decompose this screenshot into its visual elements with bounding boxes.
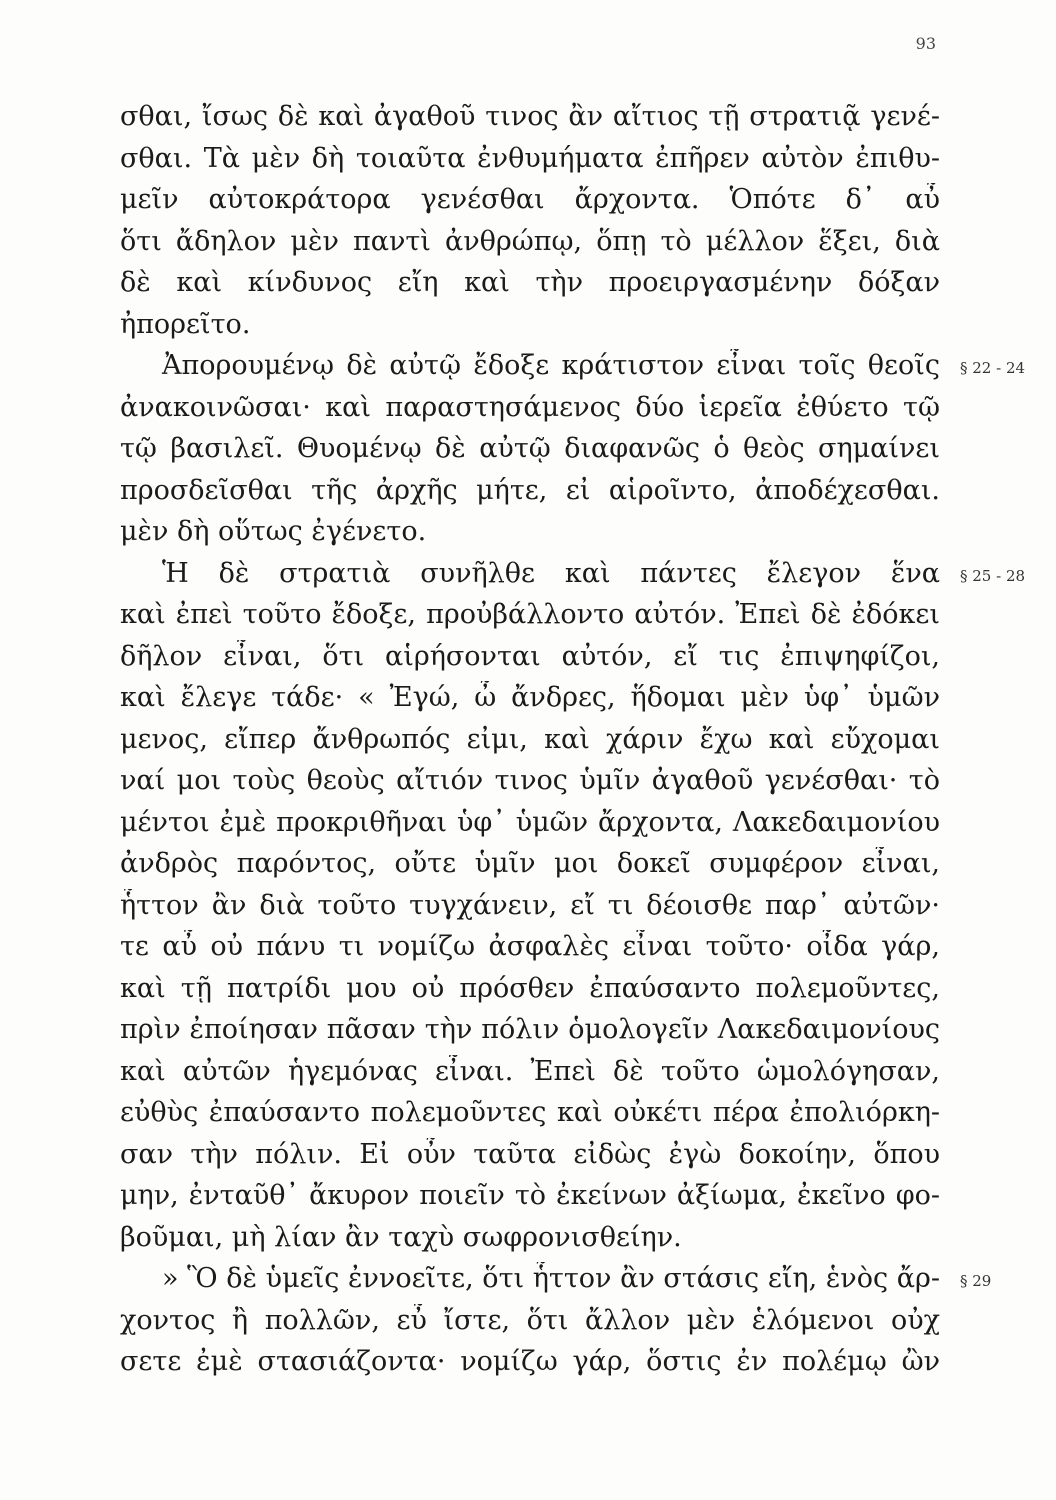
- text-line: Ἀπορουμένῳ δὲ αὐτῷ ἔδοξε κράτιστον εἶναι τοῖς θεοῖς: [162, 350, 940, 381]
- text-line: σθαι, ἴσως δὲ καὶ ἀγαθοῦ τινος ἂν αἴτιος τῇ στρατιᾷ γενέ-: [120, 101, 940, 132]
- body-text: [120, 100, 940, 1387]
- text-line: δῆλον εἶναι, ὅτι αἱρήσονται αὐτόν, εἴ τις ἐπιψηφίζοι,: [120, 640, 940, 672]
- text-line: πρὶν ἐποίησαν πᾶσαν τὴν πόλιν ὁμολογεῖν Λακεδαιμονίους: [120, 1014, 940, 1045]
- text-line: μενος, εἴπερ ἄνθρωπός εἰμι, καὶ χάριν ἔχω καὶ εὔχομαι: [120, 723, 940, 755]
- text-line: μεῖν αὐτοκράτορα γενέσθαι ἄρχοντα. Ὁπότε δ᾽ αὖ: [120, 184, 940, 215]
- text-line: τῷ βασιλεῖ. Θυομένῳ δὲ αὐτῷ διαφανῶς ὁ θεὸς σημαίνει: [120, 433, 940, 464]
- text-line: χοντος ἢ πολλῶν, εὖ ἴστε, ὅτι ἄλλον μὲν ἑλόμενοι οὐχ: [120, 1304, 940, 1336]
- text-line: καὶ ἔλεγε τάδε· « Ἐγώ, ὦ ἄνδρες, ἥδομαι μὲν ὑφ᾽ ὑμῶν: [120, 682, 940, 713]
- margin-section-note: § 22 - 24: [960, 359, 1026, 377]
- text-line: μὲν δὴ οὕτως ἐγένετο.: [120, 516, 427, 547]
- text-line: ἧττον ἂν διὰ τοῦτο τυγχάνειν, εἴ τι δέοισθε παρ᾽ αὐτῶν·: [120, 889, 940, 921]
- text-line: καὶ ἐπεὶ τοῦτο ἔδοξε, προὐβάλλοντο αὐτόν. Ἐπεὶ δὲ ἐδόκει: [120, 599, 940, 630]
- text-line: καὶ τῇ πατρίδι μου οὐ πρόσθεν ἐπαύσαντο πολεμοῦντες,: [120, 972, 940, 1004]
- text-line: δὲ καὶ κίνδυνος εἴη καὶ τὴν προειργασμένην δόξαν: [120, 267, 940, 298]
- text-line: καὶ αὐτῶν ἡγεμόνας εἶναι. Ἐπεὶ δὲ τοῦτο ὡμολόγησαν,: [120, 1055, 940, 1087]
- text-line: σαν τὴν πόλιν. Εἰ οὖν ταῦτα εἰδὼς ἐγὼ δοκοίην, ὅπου: [120, 1138, 940, 1170]
- text-line: Ἡ δὲ στρατιὰ συνῆλθε καὶ πάντες ἔλεγον ἕνα: [162, 557, 940, 589]
- margin-section-note: § 29: [960, 1272, 992, 1290]
- text-line: σετε ἐμὲ στασιάζοντα· νομίζω γάρ, ὅστις ἐν πολέμῳ ὢν: [120, 1346, 940, 1377]
- text-line: σθαι. Τὰ μὲν δὴ τοιαῦτα ἐνθυμήματα ἐπῆρεν αὐτὸν ἐπιθυ-: [120, 142, 940, 174]
- text-line: ὅτι ἄδηλον μὲν παντὶ ἀνθρώπῳ, ὅπῃ τὸ μέλλον ἕξει, διὰ: [120, 225, 940, 257]
- page-number: 93: [915, 34, 936, 53]
- text-line: τε αὖ οὐ πάνυ τι νομίζω ἀσφαλὲς εἶναι τοῦτο· οἶδα γάρ,: [120, 931, 940, 962]
- text-line: εὐθὺς ἐπαύσαντο πολεμοῦντες καὶ οὐκέτι πέρα ἐπολιόρκη-: [120, 1097, 940, 1128]
- text-line: ἠπορεῖτο.: [120, 308, 251, 340]
- text-line: ἀνακοινῶσαι· καὶ παραστησάμενος δύο ἱερεῖα ἐθύετο τῷ: [120, 391, 940, 423]
- text-line: προσδεῖσθαι τῆς ἀρχῆς μήτε, εἰ αἱροῖντο, ἀποδέχεσθαι.: [120, 474, 940, 506]
- text-line: μην, ἐνταῦθ᾽ ἄκυρον ποιεῖν τὸ ἐκείνων ἀξίωμα, ἐκεῖνο φο-: [120, 1180, 940, 1211]
- text-line: ναί μοι τοὺς θεοὺς αἴτιόν τινος ὑμῖν ἀγαθοῦ γενέσθαι· τὸ: [120, 765, 940, 796]
- text-line: ἀνδρὸς παρόντος, οὔτε ὑμῖν μοι δοκεῖ συμφέρον εἶναι,: [120, 848, 940, 879]
- text-line: » Ὃ δὲ ὑμεῖς ἐννοεῖτε, ὅτι ἧττον ἂν στάσις εἴη, ἑνὸς ἄρ-: [162, 1263, 940, 1294]
- text-line: βοῦμαι, μὴ λίαν ἂν ταχὺ σωφρονισθείην.: [120, 1221, 682, 1253]
- text-line: μέντοι ἐμὲ προκριθῆναι ὑφ᾽ ὑμῶν ἄρχοντα, Λακεδαιμονίου: [120, 806, 940, 838]
- margin-section-note: § 25 - 28: [960, 567, 1026, 585]
